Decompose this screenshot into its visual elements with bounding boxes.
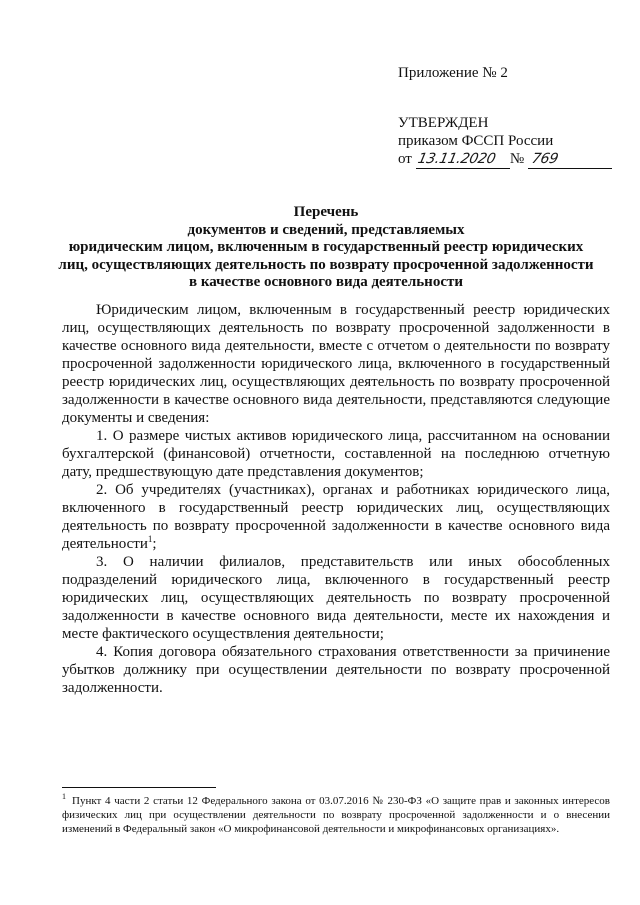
list-item-2 [62, 481, 610, 553]
number-label: № [509, 151, 525, 167]
footnote-divider [62, 787, 216, 788]
appendix-label: Приложение № 2 [398, 65, 508, 81]
handwritten-number: 769 [530, 151, 560, 167]
intro-paragraph: Юридическим лицом, включенным в государственный реестр юридических лиц, осуществляющих деятельность по возврату просроченной задолженности в качестве основного вида деятельности, вместе с отчетом о деятельности по возврату просроченной задолженности юридического лица, включенного в государственный реестр юридических лиц, осуществляющих деятельность по возврату просроченной задолженности в качестве основного вида деятельности, представляются следующие документы и сведения: [62, 302, 610, 426]
approval-block [398, 64, 613, 169]
number-field [528, 150, 612, 169]
order-label: приказом ФССП России [398, 133, 554, 149]
footnote-mark: 1 [62, 792, 66, 802]
heading-line-5: в качестве основного вида деятельности [189, 274, 463, 290]
footnote-text: Пункт 4 части 2 статьи 12 Федерального закона от 03.07.2016 № 230-ФЗ «О защите прав и законных интересов физических лиц при осуществлении деятельности по возврату просроченной задолженности и о внесении изменений в Федеральный закон «О микрофинансовой деятельности и микрофинансовых организациях». [62, 795, 610, 835]
heading-line-3: юридическим лицом, включенным в государственный реестр юридических [68, 239, 584, 255]
approved-label: УТВЕРЖДЕН [398, 115, 489, 131]
heading-line-2: документов и сведений, представляемых [187, 221, 465, 238]
footnote [62, 794, 610, 836]
heading-line-4: лиц, осуществляющих деятельность по возврату просроченной задолженности [58, 256, 594, 273]
handwritten-date: 13.11.2020 [416, 151, 497, 167]
footnote-reference[interactable]: 1 [147, 534, 153, 544]
heading-line-1: Перечень [293, 204, 359, 220]
document-heading [40, 204, 612, 292]
order-date-number-line [398, 150, 613, 169]
document-body [62, 301, 610, 697]
list-item-4: 4. Копия договора обязательного страхования ответственности за причинение убытков должнику при осуществлении деятельности по возврату просроченной задолженности. [62, 644, 610, 696]
date-field [416, 150, 510, 169]
list-item-2-text: 2. Об учредителях (участниках), органах и работниках юридического лица, включенного в государственный реестр юридических лиц, осуществляющих деятельность по возврату просроченной задолженности в качестве основного вида деятельности [62, 482, 610, 552]
list-item-2-end: ; [152, 536, 157, 552]
list-item-1: 1. О размере чистых активов юридического лица, рассчитанном на основании бухгалтерской (финансовой) отчетности, составленной на последнюю отчетную дату, предшествующую дате представления документов; [62, 428, 610, 480]
list-item-3: 3. О наличии филиалов, представительств или иных обособленных подразделений юридического лица, включенного в государственный реестр юридических лиц, осуществляющих деятельность по возврату просроченной задолженности в качестве основного вида деятельности, месте их нахождения и месте фактического осуществления деятельности; [62, 554, 610, 642]
date-prefix: от [398, 151, 412, 167]
